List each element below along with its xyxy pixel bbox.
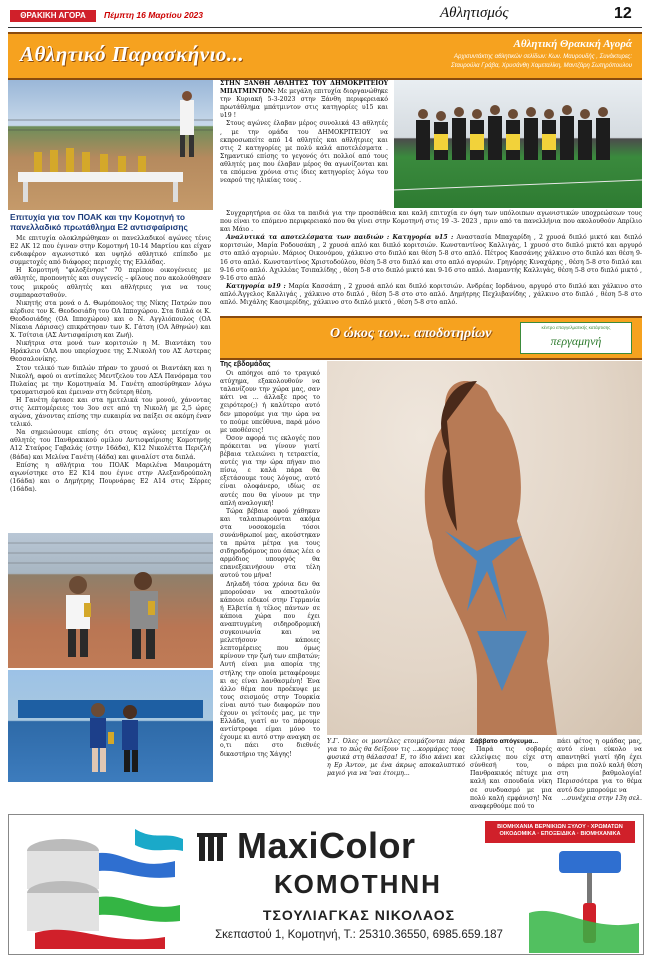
tennis-p1: Με επιτυχία ολοκληρώθηκαν οι πανελλαδικοί αγώνες τένις Ε2 ΑΚ 12 που έγιναν στην Κομοτηνή 10-14 Μαρτίου και είχαν ενδιαφέρον αγωνιστικό και υψηλό αθλητικό επίπεδο με συμμετοχές από διάφορες περιοχές της Ελλάδας. bbox=[10, 235, 211, 267]
ad-owner: ΤΣΟΥΛΙΑΓΚΑΣ ΝΙΚΟΛΑΟΣ bbox=[262, 907, 456, 923]
banner-title: Αθλητικό Παρασκήνιο... bbox=[20, 42, 245, 66]
paint-buckets-image bbox=[15, 821, 185, 949]
header-rule bbox=[8, 27, 642, 28]
issue-date: Πέμπτη 16 Μαρτίου 2023 bbox=[104, 10, 204, 20]
tennis-p2: Η Κομοτηνή "φιλοξένησε" 70 περίπου οικογένειες με αθλητές, προπονητές και συγγενείς – φίλους που ακολούθησαν τους μικρούς αθλητές και αθλήτριες για να τους συμπαρασταθούν. bbox=[10, 267, 211, 299]
u19-results: Μαρία Κασσάπη , 2 χρυσά απλό και διπλό κοριτσιών. Ανδρέας Ιορδάνου, αργυρό στο διπλό και χάλκινο στο απλό.Άγγελος Καλλιγάς , χάλκινο στο διπλό , θέση 5-8 στο στο απλό. Δημήτρης Πεχλιβανίδης , χάλκινο στο διπλό , θέση 5-8 στο απλό. Μιχάλης Κασιμερίδης, χάλκινο στο διπλό μικτό , θέση 5-8 στο απλό. bbox=[220, 282, 642, 307]
brand-label: ΘΡΑΚΙΚΗ ΑΓΟΡΑ bbox=[10, 10, 96, 22]
tennis-p4: Νικήτρια στα μονά των κοριτσιών η Μ. Βιαντάκη του Ηράκλειο ΟΑΑ που υπερίσχυσε της Σ.Νικολή του ΑΣ Αστερας Θεσσαλονίκης. bbox=[10, 340, 211, 364]
saturday-text: Παρά τις σοβαρές ελλείψεις που είχε στη σύνθεσή του, ο Πανθρακικός πέτυχε μια καλή και σπουδαία νίκη σε συνδυασμό με μια πολύ καλή εμφάνιση! Να αναφερθούμε πού το bbox=[470, 746, 552, 810]
badminton-p3: Συγχαρητήρια σε όλα τα παιδιά για την προσπάθεια και καλή επιτυχία εν όψη των υπόλοιπων αγωνιστικών υποχρεώσεων τους που είναι το επόμενο περιφερειακό που θα γίνει στην Κομοτηνή στις 19 -3- 2023 , πριν από τα πανελλήνια που ακολουθούν Απρίλιο και Μάιο . bbox=[220, 210, 642, 234]
column-banner-title: Ο ώκος των... αποδοτηρίων bbox=[330, 326, 492, 341]
badminton-results bbox=[220, 210, 642, 307]
tennis-headline: Επιτυχία για τον ΠΟΑΚ και την Κομοτηνή το πανελλαδικό πρωτάθλημα Ε2 αντισφαίρισης bbox=[10, 212, 188, 232]
tennis-doubles-photo bbox=[8, 670, 213, 782]
opinion-p4: Δηλαδή τόσα χρόνια δεν θα μπορούσαν να αποσταλούν κάποιοι ειδικοί στην Γερμανία ή Ελβετία ή τέλος πάντων σε κάποια χώρα που έχει αναπτυγμένη σιδηροδρομική συγκοινωνία και να μελετήσουν κάποιες λεπτομέρειες που όμως κρίνουν την ζωή των επιβατών; Αυτή είναι μια απορία της στήλης την οποία μεταφέρουμε κι ας είναι λανθασμένη! Ένα άλλο θέμα που προέκυψε με τους σεισμούς στην Τουρκία είναι αυτό των διαφορών που έχουν οι γείτονές μας, με την Ελλάδα, γιατί αν το πάρουμε αντίστροφα είμαι μόνο το έχουμε κι αυτό στην αναγκη σε ο,τι πάει στο διεθνές δικαστήριο της Χάγης! bbox=[220, 580, 320, 758]
banner-credits-2: Σταυρούλα Γράβα, Χρυσάνθη Χαμεταλίκη, Μαντζάρη Σωτηρόπουλου bbox=[450, 63, 632, 69]
page-number: 12 bbox=[614, 5, 632, 22]
tennis-p6: Η Γανέτη έφτασε και στα ημιτελικά του μονού, χάνοντας στις λεπτομέρειες του 3ου σετ από τη Νικολή με 2,5 ώρες αγώνα, χάνοντας επίσης την ευκαιρία να παίξει σε ακόμη έναν τελικό. bbox=[10, 396, 211, 429]
opinion-column bbox=[220, 361, 320, 759]
opinion-heading: Της εβδομάδας bbox=[220, 361, 271, 368]
pergamini-logo bbox=[520, 322, 632, 354]
column-banner bbox=[220, 316, 642, 360]
badminton-headline: ΣΤΗΝ ΞΑΝΘΗ ΑΘΛΗΤΕΣ ΤΟΥ ΔΗΜΟΚΡΙΤΕΙΟΥ ΜΠΑΤΜΙΝΤΟΝ: bbox=[220, 80, 388, 96]
tennis-p3: Νικητής στα μονά ο Δ. Θωμόπουλος της Νίκης Πατρών που κέρδισε τον Κ. Θεοδοσιάδη του ΟΑ Ιπποχώρου. Στα διπλά οι Κ. Θεοδοσιάδης (ΟΑ Ιπποχώρου) και ο Ν. Αγγλιόπουλος (ΟΑ Νίκαια Λάρισας) επικράτησαν των Κ. Γάτση (ΟΑ Άθηνών) και Χ. Τσίτσια (ΑΣ Αντισφαίριση και Ζωή). bbox=[10, 299, 211, 340]
continues-note: ...συνέχεια στην 13η σελ. bbox=[561, 794, 642, 802]
pergamini-word: περγαμηνή bbox=[550, 334, 602, 348]
continued-text: πάει φέτος η ομάδας μας, αυτό είναι εύκολο να απαντηθεί γιατί ήδη έχει πάρει μια πολύ καλή θέση στη βαθμολογία! Περισσότερα για το θέμα αυτό δεν μπορούμε να bbox=[557, 738, 642, 794]
sports-banner bbox=[8, 32, 642, 80]
banner-credits-1: Αρχισυντάκτης αθλητικών σελίδων: Κων. Μαυρουδής , Συνάκτυρες: bbox=[453, 54, 632, 60]
ad-tagline: ΒΙΟΜΗΧΑΝΙΑ ΒΕΡΝΙΚΙΩΝ ΞΥΛΟΥ · ΧΡΩΜΑΤΩΝ ΟΙΚΟΔΟΜΙΚΑ · ΕΠΟΞΕΙΔΙΚΑ · ΒΙΟΜΗΧΑΝΙΚΑ bbox=[485, 821, 635, 843]
tennis-p5: Στον τελικό των διπλών πήραν το χρυσό οι Βιαντάκη και η Νικολή, αφού οι αντίπαλες Μεντζελου του ΑΣΑ Πανόραμα του Πυλαίας με την Κομοτηναία Μ. Γανέτη αποσύρθηκαν λόγω τραυματισμού και έμειναν στη δεύτερη θέση. bbox=[10, 364, 211, 396]
u19-label: Κατηγορία υ19 : bbox=[226, 282, 286, 290]
section-title: Αθλητισμός bbox=[440, 5, 509, 21]
opinion-p2: Όσον αφορά τις εκλογές που πρόκειται να γίνουν γιατί βέβαια τελειώνει η τετραετία, αυτές για την ώρα πήγαν πιο πίσω, ε καλά πάρα θα εξετάσουμε τους λόγους, αυτό είναι ολοφάνερο, ιδίως σε αυτές που θα γίνουν με την απλή αναλογική! bbox=[220, 434, 320, 507]
u15-results: Αναστασία Μπαχαρίδη , 2 χρυσά διπλό μικτό και διπλό κοριτσιών, Μαρία Ροδουσάκη , 2 χρυσά απλό και διπλό κοριτσιών. Κωνσταντίνος Καλλιγάς, 1 χρυσό στο διπλό μικτό και αργυρό στο απλό αγοριών. Μάριος Οικονόμου, χάλκινο στο διπλό και θέση 5-8 στο απλό. Πέτρος Κασσάνης χάλκινο στο διπλό και θέση 9-16 στο απλό. Κωνσταντίνος Χριστοδούλου, θέση 5-8 στο διπλό και στο απλό αγοριών. Γρηγόρης Κιναχάρης , θέση 5-8 στο διπλό και 9-16 στο απλό. Αχιλλέας Τσιπαλίδης , θέση 5-8 στο διπλό μικτό και 9-16 στο απλό. Διαμαντής Καλλιγάς, θέση 5-8 στο διπλό μικτό , 9-16 στο απλό bbox=[220, 234, 642, 282]
tennis-players-photo bbox=[8, 533, 213, 668]
saturday-article bbox=[470, 738, 552, 811]
badminton-p2: Στους αγώνες έλαβαν μέρος συνολικά 43 αθλητές , με την ομάδα του ΔΗΜΟΚΡΙΤΕΙΟΥ να εκπροσωπείτε από 14 αθλητές και αθλήτριες και στις 2 κατηγορίες με πολύ καλά αποτελέσματα . Σημαντικό επίσης το γεγονός ότι πολλοί από τους αθλητές μας που έλαβαν μέρος θα αγωνίζονται και τα επόμενα χρόνια στις ίδιες κατηγορίες λόγω του νεαρού της ηλικίας τους . bbox=[220, 120, 388, 185]
trophies-photo bbox=[8, 80, 213, 210]
saturday-continued bbox=[557, 738, 642, 803]
tennis-article bbox=[10, 235, 211, 494]
badminton-intro bbox=[220, 80, 388, 185]
page-header bbox=[0, 0, 650, 30]
paint-roller-image bbox=[529, 843, 639, 953]
maxicolor-ad bbox=[8, 814, 644, 955]
tennis-p8: Επίσης η αθλήτρια του ΠΟΑΚ Μαριλένα Μαυρομάτη αγωνίστηκε στο Ε2 Κ14 που έγινε στην Αλεξανδρούπολη (16άδα) και ο Δημήτρης Πουρνάρας Ε2 Α14 στις Σέρρες (16άδα). bbox=[10, 461, 211, 493]
ad-city: ΚΟΜΟΤΗΝΗ bbox=[274, 869, 442, 899]
pergamini-small: κέντρο επαγγελματικής κατάρτισης bbox=[541, 325, 611, 330]
opinion-p1: Οι απόηχοι από το τραγικό ατύχημα, εξακολουθούν να ταλανίζουν την χώρα μας, σαν κάτι να ... άλλαξε προς το χειρότερο(;) ή καλύτερο αυτό δεν μπορούμε για την ώρα να το πούμε υπεύθυνα, παρά μόνο με υποθέσεις! bbox=[220, 370, 320, 434]
saturday-title: Σάββατο απόγευμα... bbox=[470, 738, 539, 745]
banner-right-title: Αθλητική Θρακική Αγορά bbox=[513, 38, 632, 50]
badminton-lead: Με μεγάλη επιτυχία διοργανώθηκε την Κυριακή 5-3-2023 στην Ξάνθη περιφερειακό πρωτάθλημα μπάτμιντον στις κατηγορίες υ15 και υ19 ! bbox=[220, 88, 388, 120]
u15-label: Αναλυτικά τα αποτελέσματα των παιδιών : Κατηγορία υ15 : bbox=[226, 234, 454, 242]
model-photo bbox=[327, 361, 642, 735]
ad-logo-icon bbox=[197, 833, 233, 863]
opinion-p3: Τώρα βέβαια αφού χάθηκαν και ταλαιπωρούνται ακόμα στα νοσοκομεία τόσοι συνάνθρωποί μας, ακούστηκαν τα πρώτα μέτρα για τους σιδηροδρόμους που όπως λέει ο αρμόδιος υπουργός θα επανεξεκινήσουν στα τέλη αυτού του μήνα! bbox=[220, 507, 320, 580]
badminton-team-photo bbox=[394, 80, 642, 208]
model-caption: Υ.Γ. Όλες οι μοντέλες ετοιμάζονται πάρα για το πώς θα δείξουν τις ...κορμάρες τους φυσικά στη θάλασσα! Ε, το ίδιο κάνει και η Ερ Άντον, με ένα άκρως αποκαλυπτικό μαγιό για να 'ναι έτοιμη... bbox=[327, 738, 465, 778]
tennis-p7: Να σημειώσουμε επίσης ότι στους αγώνες μετείχαν οι αθλητές του Πανθρακικού ομίλου Αντισφαίρισης Κομοτηνής Α12 Σταύρος Γαβαλάς (στην 16άδα), Κ12 Νικολέττα Περιζλή (8άδα) και Μελίνα Γανέτη (4άδα) και φιναλίστ στα διπλά. bbox=[10, 429, 211, 461]
ad-brand: MaxiColor bbox=[237, 825, 416, 866]
ad-address: Σκεπαστού 1, Κομοτηνή, Τ.: 25310.36550, 6985.659.187 bbox=[215, 929, 503, 941]
